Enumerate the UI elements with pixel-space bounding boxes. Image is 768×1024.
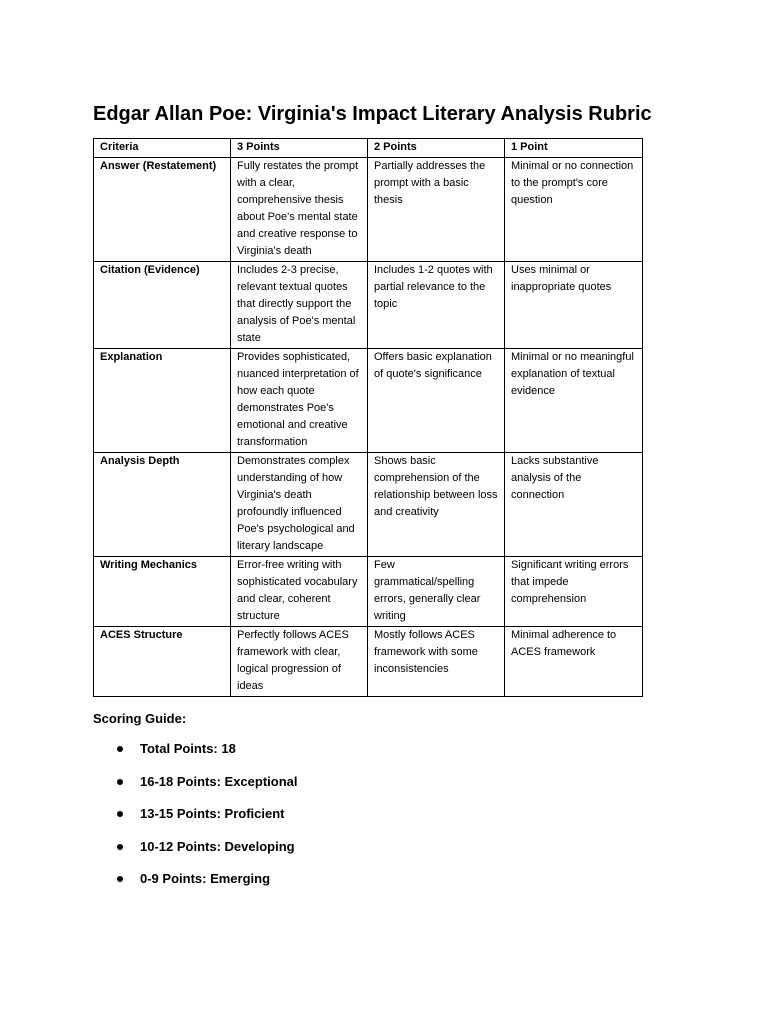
document-page xyxy=(93,100,653,902)
criteria-cell: Citation (Evidence) xyxy=(94,262,231,349)
scoring-item-label: 0-9 Points: Emerging xyxy=(140,871,271,887)
table-row xyxy=(94,349,643,453)
table-row xyxy=(94,557,643,627)
document-title: Edgar Allan Poe: Virginia's Impact Literary Analysis Rubric xyxy=(93,103,652,125)
criteria-cell: Writing Mechanics xyxy=(94,557,231,627)
score-2-cell: Partially addresses the prompt with a basic thesis xyxy=(368,158,505,262)
bullet-icon xyxy=(117,779,123,785)
list-item xyxy=(93,739,653,759)
criteria-cell: Answer (Restatement) xyxy=(94,158,231,262)
score-1-cell: Uses minimal or inappropriate quotes xyxy=(505,262,643,349)
table-row xyxy=(94,158,643,262)
header-2-points: 2 Points xyxy=(368,139,505,158)
header-3-points: 3 Points xyxy=(231,139,368,158)
score-3-cell: Demonstrates complex understanding of how Virginia's death profoundly influenced Poe's psychological and literary landscape xyxy=(231,453,368,557)
header-criteria: Criteria xyxy=(94,139,231,158)
score-1-cell: Significant writing errors that impede comprehension xyxy=(505,557,643,627)
score-3-cell: Provides sophisticated, nuanced interpretation of how each quote demonstrates Poe's emotional and creative transformation xyxy=(231,349,368,453)
score-3-cell: Perfectly follows ACES framework with clear, logical progression of ideas xyxy=(231,627,368,697)
score-1-cell: Minimal adherence to ACES framework xyxy=(505,627,643,697)
score-1-cell: Minimal or no connection to the prompt's core question xyxy=(505,158,643,262)
score-3-cell: Error-free writing with sophisticated vocabulary and clear, coherent structure xyxy=(231,557,368,627)
score-2-cell: Few grammatical/spelling errors, generally clear writing xyxy=(368,557,505,627)
list-item xyxy=(93,804,653,824)
score-2-cell: Includes 1-2 quotes with partial relevance to the topic xyxy=(368,262,505,349)
scoring-item-label: 13-15 Points: Proficient xyxy=(140,806,285,822)
table-row xyxy=(94,627,643,697)
list-item xyxy=(93,772,653,792)
scoring-item-label: 10-12 Points: Developing xyxy=(140,838,295,854)
score-2-cell: Offers basic explanation of quote's significance xyxy=(368,349,505,453)
table-row xyxy=(94,262,643,349)
header-1-point: 1 Point xyxy=(505,139,643,158)
scoring-item-label: 16-18 Points: Exceptional xyxy=(140,773,298,789)
score-1-cell: Minimal or no meaningful explanation of textual evidence xyxy=(505,349,643,453)
bullet-icon xyxy=(117,811,123,817)
score-1-cell: Lacks substantive analysis of the connection xyxy=(505,453,643,557)
score-2-cell: Shows basic comprehension of the relationship between loss and creativity xyxy=(368,453,505,557)
scoring-guide-heading: Scoring Guide: xyxy=(93,711,187,726)
list-item xyxy=(93,869,653,889)
bullet-icon xyxy=(117,746,123,752)
score-3-cell: Includes 2-3 precise, relevant textual quotes that directly support the analysis of Poe's mental state xyxy=(231,262,368,349)
criteria-cell: ACES Structure xyxy=(94,627,231,697)
rubric-table xyxy=(93,138,643,697)
bullet-icon xyxy=(117,844,123,850)
list-item xyxy=(93,837,653,857)
criteria-cell: Explanation xyxy=(94,349,231,453)
table-row xyxy=(94,453,643,557)
bullet-icon xyxy=(117,876,123,882)
rubric-header-row xyxy=(94,139,643,158)
scoring-item-label: Total Points: 18 xyxy=(140,741,236,756)
scoring-guide-list xyxy=(93,739,653,889)
score-3-cell: Fully restates the prompt with a clear, comprehensive thesis about Poe's mental state and creative response to Virginia's death xyxy=(231,158,368,262)
criteria-cell: Analysis Depth xyxy=(94,453,231,557)
score-2-cell: Mostly follows ACES framework with some inconsistencies xyxy=(368,627,505,697)
